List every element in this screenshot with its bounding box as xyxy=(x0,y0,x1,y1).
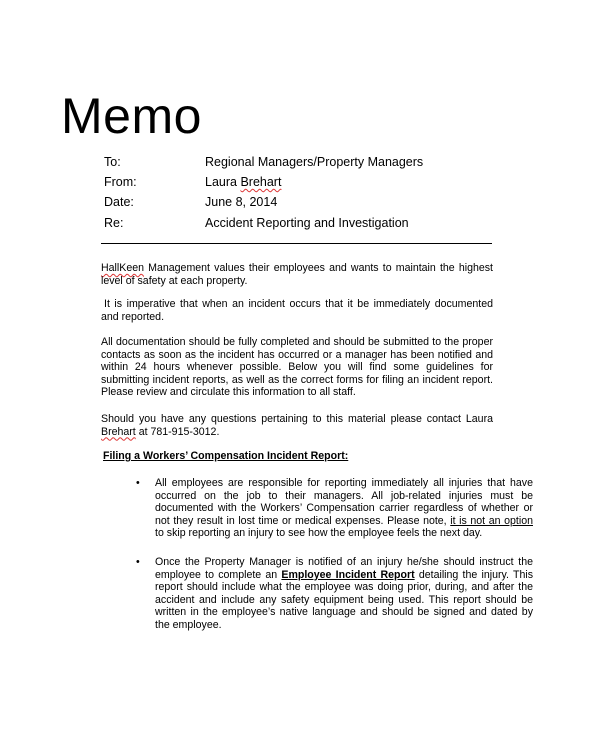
paragraph-4 xyxy=(101,413,493,438)
paragraph-1 xyxy=(101,262,493,287)
bullet-1-text-end: to skip reporting an injury to see how the employee feels the next day. xyxy=(155,527,483,540)
bullet-1-text: All employees are responsible for reporting immediately all injuries that have occurred on the job to their managers. All job-related injuries must be documented with the Workers’ Compensation carrier regardless of whether or not they result in lost time or medical expenses. Please note, xyxy=(155,477,533,527)
from-row xyxy=(104,174,504,190)
to-label: To: xyxy=(104,155,121,169)
paragraph-2: It is imperative that when an incident occurs that it be immediately documented and reported. xyxy=(101,298,493,323)
memo-title: Memo xyxy=(61,88,202,144)
contact-phone: at 781-915-3012. xyxy=(135,425,220,438)
date-value: June 8, 2014 xyxy=(205,195,278,209)
paragraph-3: All documentation should be fully completed and should be submitted to the proper contacts as soon as the incident has occurred or a manager has been notified and within 24 hours whenever possible. Below you will find some guidelines for submitting incident reports, as well as the correct forms for filing an incident report. Please review and circulate this information to all staff. xyxy=(101,336,493,399)
company-name: HallKeen xyxy=(101,262,144,274)
to-row xyxy=(104,154,504,170)
section-heading: Filing a Workers’ Compensation Incident Report: xyxy=(103,450,349,462)
to-value: Regional Managers/Property Managers xyxy=(205,155,424,169)
header-divider xyxy=(101,243,492,244)
bullet-2-text: Once the Property Manager is notified of an injury he/she should instruct the employee to complete an xyxy=(155,556,533,581)
bullet-marker: • xyxy=(136,556,140,568)
paragraph-4-text: Should you have any questions pertaining to this material please contact Laura xyxy=(101,413,493,425)
bullet-marker: • xyxy=(136,477,140,489)
from-value-first: Laura xyxy=(205,175,241,189)
bullet-2-emphasis: Employee Incident Report xyxy=(281,568,415,581)
bullet-2-text-end: detailing the injury. This report should include what the employee was doing prior, during, and after the accident and include any safety equipment being used. This report should be written in the employee’s native language and should be signed and dated by the employee. xyxy=(155,568,533,631)
re-row xyxy=(104,215,504,231)
contact-name: Brehart xyxy=(101,425,136,438)
from-label: From: xyxy=(104,175,137,189)
date-row xyxy=(104,194,504,210)
from-value-last: Brehart xyxy=(240,175,282,189)
bullet-item-2 xyxy=(155,556,533,632)
date-label: Date: xyxy=(104,195,134,209)
paragraph-1-text: Management values their employees and wants to maintain the highest level of safety at each property. xyxy=(101,262,493,287)
bullet-item-1 xyxy=(155,477,533,540)
re-value: Accident Reporting and Investigation xyxy=(205,216,409,230)
re-label: Re: xyxy=(104,216,124,230)
bullet-1-emphasis: it is not an option xyxy=(450,514,533,527)
